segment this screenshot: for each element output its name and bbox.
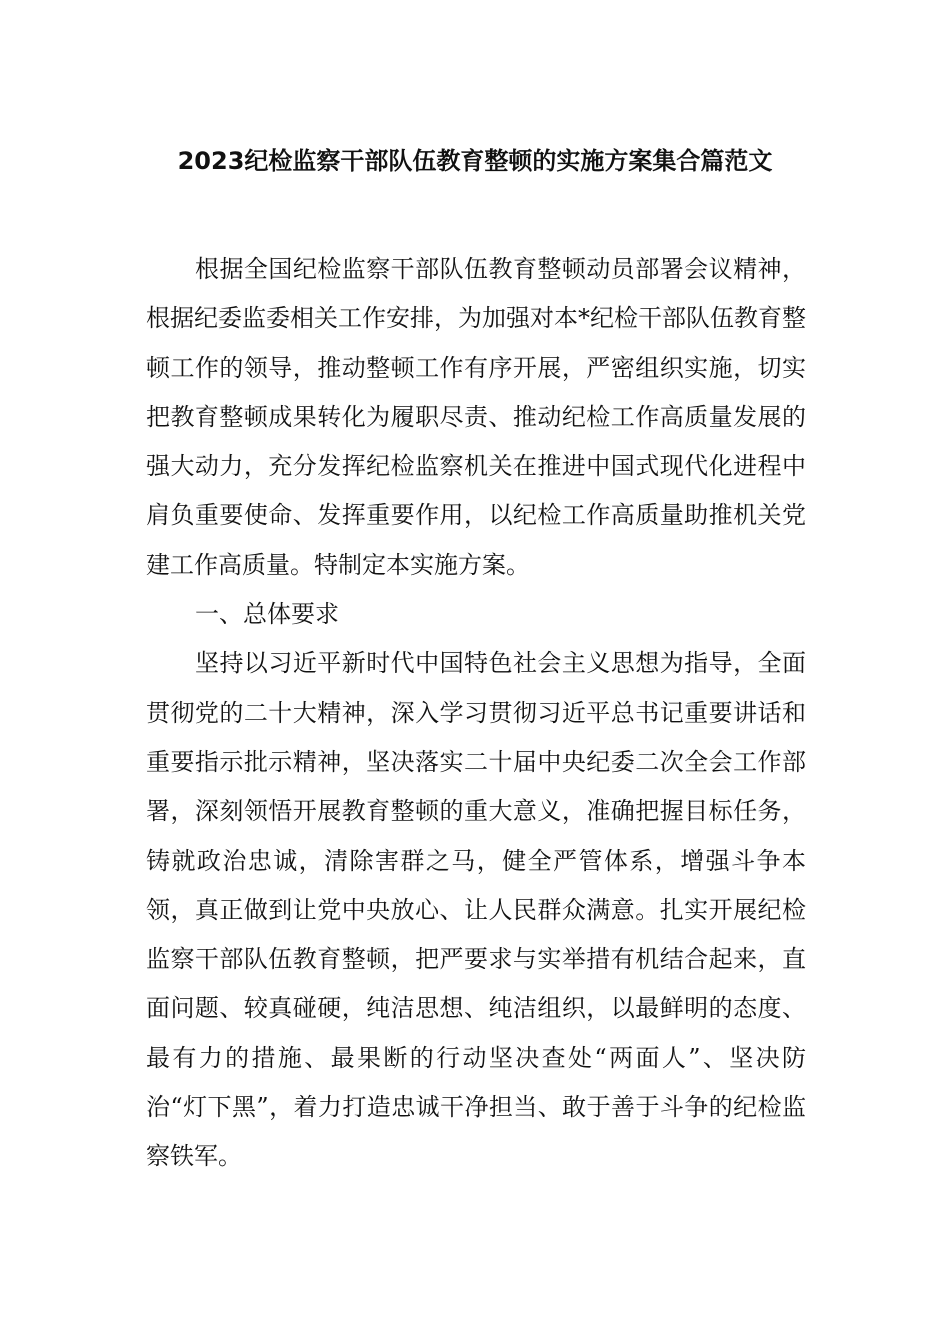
paragraph-intro: 根据全国纪检监察干部队伍教育整顿动员部署会议精神，根据纪委监委相关工作安排，为加强对本*纪检干部队伍教育整顿工作的领导，推动整顿工作有序开展，严密组织实施，切实把教育整顿成果转化为履职尽责、推动纪检工作高质量发展的强大动力，充分发挥纪检监察机关在推进中国式现代化进程中肩负重要使命、发挥重要作用，以纪检工作高质量助推机关党建工作高质量。特制定本实施方案。: [146, 255, 806, 579]
document-body: [146, 245, 806, 1182]
paragraph-general-requirements: 坚持以习近平新时代中国特色社会主义思想为指导，全面贯彻党的二十大精神，深入学习贯彻习近平总书记重要讲话和重要指示批示精神，坚决落实二十届中央纪委二次全会工作部署，深刻领悟开展教育整顿的重大意义，准确把握目标任务，铸就政治忠诚，清除害群之马，健全严管体系，增强斗争本领，真正做到让党中央放心、让人民群众满意。扎实开展纪检监察干部队伍教育整顿，把严要求与实举措有机结合起来，直面问题、较真碰硬，纯洁思想、纯洁组织，以最鲜明的态度、最有力的措施、最果断的行动坚决查处“两面人”、坚决防治“灯下黑”，着力打造忠诚干净担当、敢于善于斗争的纪检监察铁军。: [146, 649, 806, 1171]
document-title: 2023纪检监察干部队伍教育整顿的实施方案集合篇范文: [177, 147, 773, 175]
section-heading-general-requirements: 一、总体要求: [195, 600, 339, 629]
